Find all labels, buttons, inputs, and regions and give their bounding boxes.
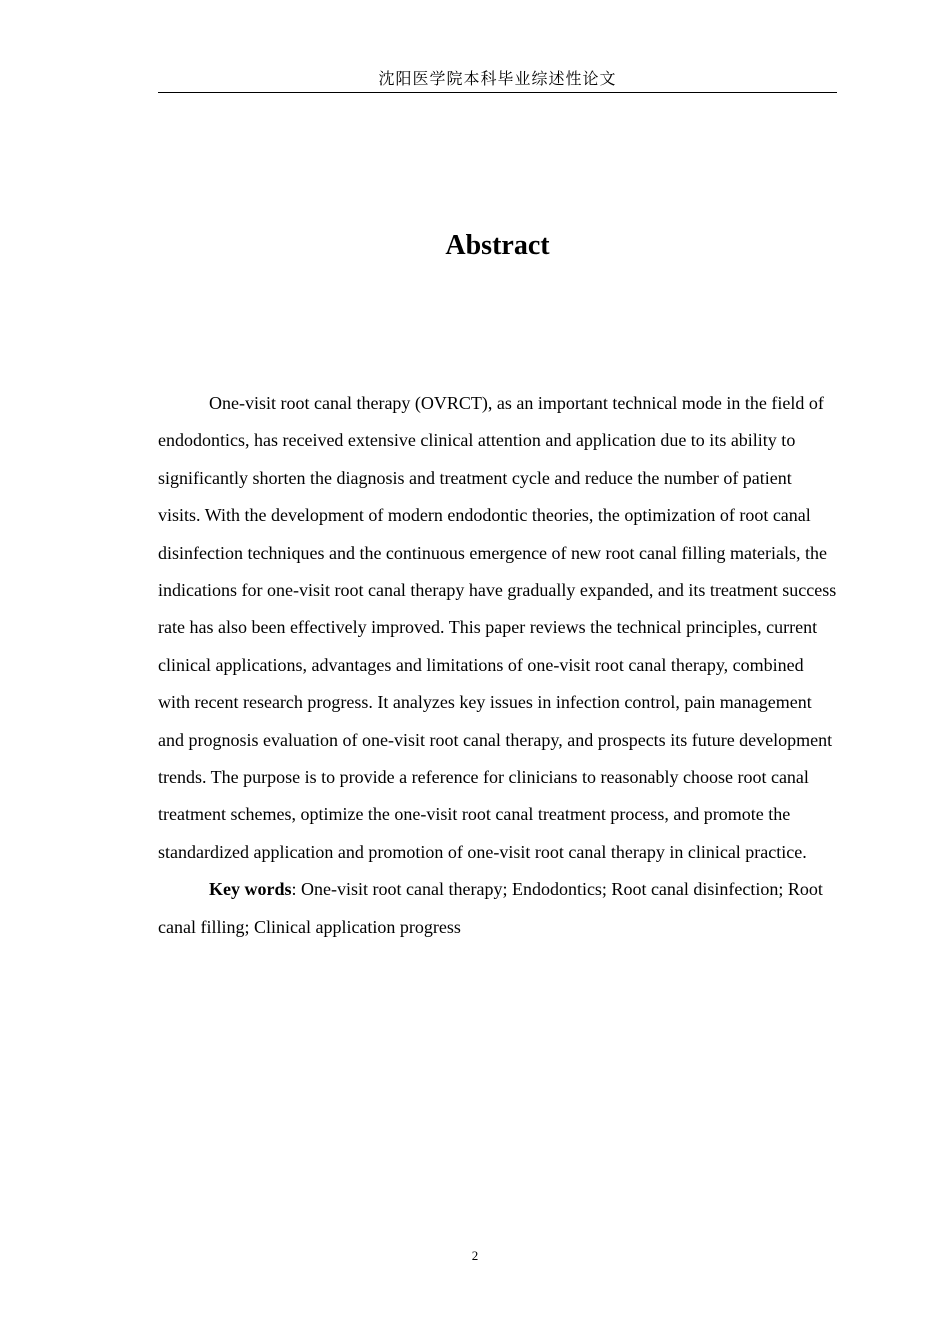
keywords-separator: : (291, 879, 302, 900)
abstract-title: Abstract (445, 230, 550, 261)
page-header (158, 66, 837, 93)
running-title: 沈阳医学院本科毕业综述性论文 (378, 69, 617, 88)
keywords-paragraph (158, 871, 837, 946)
keywords-list: One-visit root canal therapy; Endodontics; Root canal disinfection; Root canal filling; Clinical application progress (158, 879, 823, 937)
abstract-paragraph: One-visit root canal therapy (OVRCT), as an important technical mode in the field of endodontics, has received extensive clinical attention and application due to its ability to significantly shorten the diagnosis and treatment cycle and reduce the number of patient visits. With the development of modern endodontic theories, the optimization of root canal disinfection techniques and the continuous emergence of new root canal filling materials, the indications for one-visit root canal therapy have gradually expanded, and its treatment success rate has also been effectively improved. This paper reviews the technical principles, current clinical applications, advantages and limitations of one-visit root canal therapy, combined with recent research progress. It analyzes key issues in infection control, pain management and prognosis evaluation of one-visit root canal therapy, and prospects its future development trends. The purpose is to provide a reference for clinicians to reasonably choose root canal treatment schemes, optimize the one-visit root canal treatment process, and promote the standardized application and promotion of one-visit root canal therapy in clinical practice. (158, 393, 837, 862)
keywords-label: Key words (209, 879, 292, 900)
abstract-section (158, 385, 837, 946)
page-number: 2 (471, 1248, 479, 1263)
